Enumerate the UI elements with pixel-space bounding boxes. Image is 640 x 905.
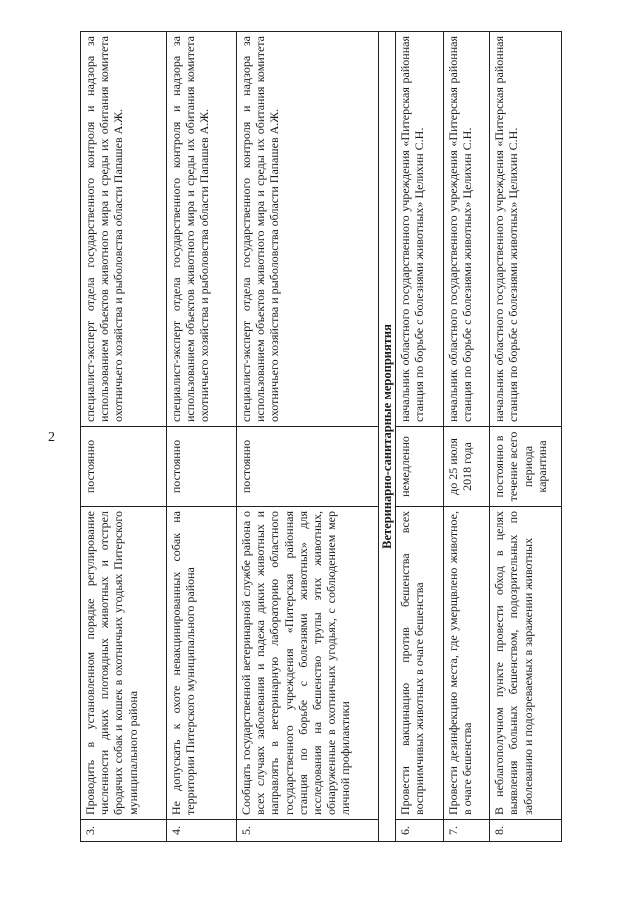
table-row: [167, 32, 237, 842]
section-title: Ветеринарно-санитарные мероприятия: [379, 32, 396, 842]
measure-text: Проводить в установленном порядке регулирование численности диких плотоядных животных и отстрел бродячих собак и кошек в охотничьих угодьях Питерского муниципального района: [81, 507, 167, 820]
measure-text: Провести дезинфекцию места, где умерщвлено животное, в очаге бешенства: [444, 507, 490, 820]
measure-text: Сообщать государственной ветеринарной службе района о всех случаях заболевания и падежа диких животных и направлять в ветеринарную лабораторию областного государственного учреждения «Питерская районная станция по борьбе с болезнями животных» для исследования на бешенство трупы этих животных, обнаруженные в охотничьих угодьях, с соблюдением мер личной профилактики: [237, 507, 379, 820]
responsible-text: начальник областного государственного учреждения «Питерская районная станция по борьбе с болезнями животных» Целихин С.Н.: [490, 32, 562, 427]
measure-text: В неблагополучном пункте провести обход в целях выявления больных бешенством, подозрительных по заболеванию и подозреваемых в заражении животных: [490, 507, 562, 820]
table-row: [237, 32, 379, 842]
term-text: постоянно: [237, 427, 379, 507]
term-text: немедленно: [396, 427, 444, 507]
table-row: [444, 32, 490, 842]
term-text: до 25 июля 2018 года: [444, 427, 490, 507]
measures-table: [80, 31, 562, 842]
row-number: 3.: [81, 820, 167, 842]
table-row: [396, 32, 444, 842]
row-number: 4.: [167, 820, 237, 842]
responsible-text: специалист-эксперт отдела государственного контроля и надзора за использованием объектов животного мира и среды их обитания комитета охотничьего хозяйства и рыболовства области Папашев А.Ж.: [237, 32, 379, 427]
measure-text: Провести вакцинацию против бешенства всех восприимчивых животных в очаге бешенства: [396, 507, 444, 820]
responsible-text: [396, 32, 444, 427]
row-number: 7.: [444, 820, 490, 842]
table-row: [490, 32, 562, 842]
responsible-text: специалист-эксперт отдела государственного контроля и надзора за использованием объектов животного мира и среды их обитания комитета охотничьего хозяйства и рыболовства области Папашев А.Ж.: [81, 32, 167, 427]
responsible-text-value: начальник областного государственного учреждения «Питерская районная станция по борьбе с болезнями животных» Целихин С.Н.: [398, 36, 427, 422]
table-row: [81, 32, 167, 842]
term-text: постоянно: [167, 427, 237, 507]
measure-text: Не допускать к охоте невакцинированных собак на территории Питерского муниципального района: [167, 507, 237, 820]
row-number: 6.: [396, 820, 444, 842]
term-text: постоянно в течение всего периода карантина: [490, 427, 562, 507]
rotated-table-wrapper: [80, 32, 570, 842]
responsible-text: специалист-эксперт отдела государственного контроля и надзора за использованием объектов животного мира и среды их обитания комитета охотничьего хозяйства и рыболовства области Папашев А.Ж.: [167, 32, 237, 427]
page-number: 2: [48, 430, 55, 445]
section-row: [379, 32, 396, 842]
responsible-text: начальник областного государственного учреждения «Питерская районная станция по борьбе с болезнями животных» Целихин С.Н.: [444, 32, 490, 427]
row-number: 5.: [237, 820, 379, 842]
row-number: 8.: [490, 820, 562, 842]
term-text: постоянно: [81, 427, 167, 507]
